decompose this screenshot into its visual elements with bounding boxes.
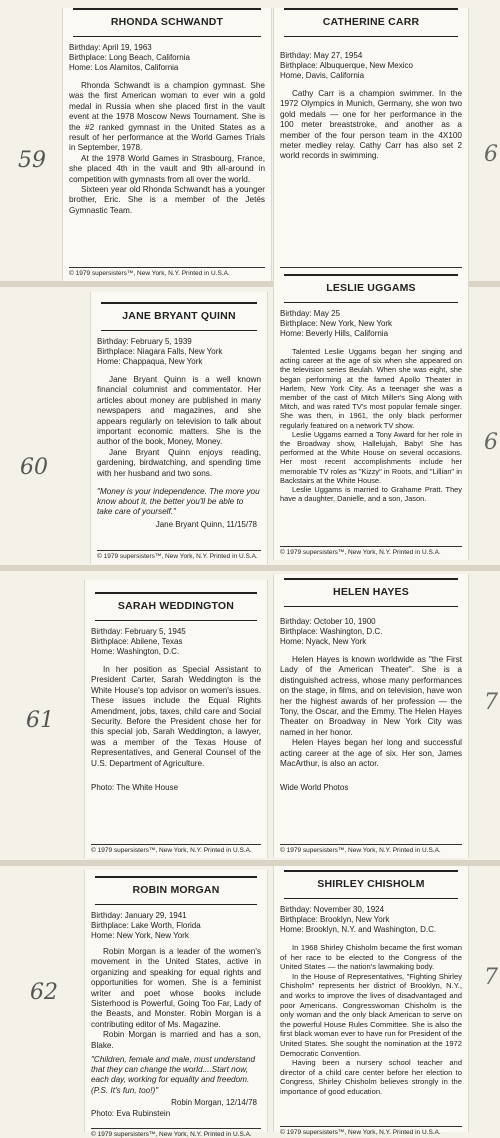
bio-paragraph: Jane Bryant Quinn enjoys reading, gardening, birdwatching, and spending time with her husband and two sons.	[97, 447, 261, 478]
card-bio	[69, 81, 265, 216]
card-rule	[95, 876, 257, 878]
bio-paragraph: Leslie Uggams is married to Grahame Pratt. They have a daughter, Danielle, and a son, Jason.	[280, 485, 462, 504]
margin-number: 59	[18, 148, 46, 173]
copyright: © 1979 supersisters™, New York, N.Y. Printed in U.S.A.	[280, 1126, 462, 1136]
card-jane-bryant-quinn	[90, 292, 268, 564]
side-number: 7	[484, 690, 498, 715]
card-rhonda-schwandt	[62, 8, 272, 281]
home: Home: New York, New York	[91, 931, 189, 940]
copyright: © 1979 supersisters™, New York, N.Y. Printed in U.S.A.	[69, 267, 265, 277]
card-bio	[91, 665, 261, 769]
birthday: Birthday: January 29, 1941	[91, 911, 187, 920]
copyright: © 1979 supersisters™, New York, N.Y. Printed in U.S.A.	[91, 844, 261, 854]
birthplace: Birthplace: Long Beach, California	[69, 53, 190, 62]
card-meta	[280, 309, 462, 339]
side-number: 6	[484, 430, 498, 455]
row-seam	[0, 565, 500, 571]
photo-credit: Photo: Eva Rubinstein	[91, 1108, 171, 1118]
card-name: LESLIE UGGAMS	[326, 282, 416, 294]
photo-credit: Wide World Photos	[280, 783, 349, 793]
bio-paragraph: Helen Hayes is known worldwide as "the First Lady of the American Theater". She is a distinguished actress, whose many performances on the stage, in films, and on television, have won her the highest awards of her profession — the Tony, the Oscar, and the Emmy. The Helen Hayes Theater on Broadway in New York City was named in her honor.	[280, 655, 462, 737]
side-number: 7	[484, 965, 498, 990]
card-meta	[97, 337, 261, 367]
card-rule	[284, 898, 458, 899]
margin-number: 62	[30, 980, 58, 1005]
card-rule	[95, 592, 257, 594]
card-bio	[280, 347, 462, 503]
card-rule	[284, 870, 458, 872]
card-meta	[91, 627, 261, 657]
birthplace: Birthplace: Albuquerque, New Mexico	[280, 61, 413, 70]
home: Home: Beverly Hills, California	[280, 329, 389, 338]
quote-signature: Jane Bryant Quinn, 11/15/78	[155, 519, 257, 529]
copyright: © 1979 supersisters™, New York, N.Y. Printed in U.S.A.	[280, 844, 462, 854]
card-rule	[284, 302, 458, 303]
card-shirley-chisholm	[273, 866, 469, 1136]
card-name: RHONDA SCHWANDT	[110, 16, 224, 28]
birthplace: Birthplace: Lake Worth, Florida	[91, 921, 201, 930]
card-rule	[73, 8, 261, 10]
card-rule	[95, 620, 257, 621]
bio-paragraph: Robin Morgan is married and has a son, Blake.	[91, 1030, 261, 1050]
card-rule	[284, 606, 458, 607]
card-rule	[284, 274, 458, 276]
card-meta	[91, 911, 261, 941]
birthday: Birthday: November 30, 1924	[280, 905, 385, 914]
card-rule	[101, 330, 257, 331]
home: Home, Davis, California	[280, 71, 365, 80]
birthplace: Birthplace: Brooklyn, New York	[280, 915, 390, 924]
bio-paragraph: Robin Morgan is a leader of the women's movement in the United States, active in organizing and speaking for equal rights and opportunities for women. She is a feminist writer and poet whose books include Sisterhood is Powerful, Going Too Far, Lady of the Beasts, and Monster. Robin Morgan is a contributing editor of Ms. Magazine.	[91, 947, 261, 1029]
bio-paragraph: Sixteen year old Rhonda Schwandt has a younger brother, Eric. She is a member of the Jetés Gymnastic Team.	[69, 185, 265, 215]
birthday: Birthday: February 5, 1945	[91, 627, 186, 636]
quote-signature: Robin Morgan, 12/14/78	[171, 1097, 257, 1107]
card-name: ROBIN MORGAN	[132, 884, 220, 896]
card-meta	[280, 905, 462, 935]
bio-paragraph: Leslie Uggams earned a Tony Award for her role in the Broadway show, Hallelujah, Baby! She has performed at the White House on several occasions. Her most recent accomplishments include her memorable TV roles as "Kizzy" in Roots, and "Lillian" in Backstairs at the White House.	[280, 429, 462, 485]
card-bio	[97, 375, 261, 479]
birthplace: Birthplace: Washington, D.C.	[280, 627, 383, 636]
bio-paragraph: In the House of Representatives, "Fighting Shirley Chisholm" represents her district of Brooklyn, N.Y., and works to improve the lives of disadvantaged and poor Americans. Congresswoman Chisholm is the only woman and the only black American to serve on the powerful House Rules Committee. She is also the first black woman ever to have run for President of the United States. She sought the nomination at the 1972 Democratic Convention.	[280, 971, 462, 1058]
bio-paragraph: Rhonda Schwandt is a champion gymnast. She was the first American woman to ever win a gold medal in Russia when she placed first in the vault event at the 1978 Moscow News Tournament. She is the #2 ranked gymnast in the United States as a result of her performance at the World Games Trials in September, 1978.	[69, 81, 265, 153]
home: Home: Nyack, New York	[280, 637, 367, 646]
copyright: © 1979 supersisters™, New York, N.Y. Printed in U.S.A.	[91, 1128, 261, 1138]
home: Home: Chappaqua, New York	[97, 357, 203, 366]
card-quote: "Children, female and male, must understand that they can change the world....Start now, each day, working for equality and freedom. (P.S. It's fun, too!)"	[91, 1055, 256, 1095]
margin-number: 61	[26, 708, 54, 733]
copyright: © 1979 supersisters™, New York, N.Y. Printed in U.S.A.	[97, 550, 261, 560]
bio-paragraph: At the 1978 World Games in Strasbourg, France, she placed 4th in the vault and 9th all-around in competition with gymnasts from all over the world.	[69, 153, 265, 184]
home: Home: Washington, D.C.	[91, 647, 180, 656]
card-rule	[284, 578, 458, 580]
card-meta	[69, 43, 265, 73]
bio-paragraph: In her position as Special Assistant to President Carter, Sarah Weddington is the White House's top advisor on women's issues. These issues include the Equal Rights Amendment, jobs, taxes, child care and Social Security. Before the President chose her for this special job, Sarah Weddington, a lawyer, was a member of the Texas House of Representatives, and General Counsel of the U.S. Department of Agriculture.	[91, 665, 261, 768]
birthplace: Birthplace: Niagara Falls, New York	[97, 347, 223, 356]
margin-number: 60	[20, 455, 48, 480]
card-leslie-uggams	[273, 270, 469, 560]
bio-paragraph: Cathy Carr is a champion swimmer. In the 1972 Olympics in Munich, Germany, she won two gold medals — one for her performance in the 100 meter breaststroke, and another as a member of the four person team in the 4X100 meter medley relay. Cathy Carr has also set 2 world records in swimming.	[280, 89, 462, 161]
birthday: Birthday: October 10, 1900	[280, 617, 376, 626]
card-bio	[91, 947, 261, 1051]
photo-credit: Photo: The White House	[91, 783, 179, 793]
card-robin-morgan	[84, 870, 268, 1138]
card-rule	[284, 36, 458, 37]
card-rule	[73, 36, 261, 37]
birthplace: Birthplace: Abilene, Texas	[91, 637, 183, 646]
card-name: SHIRLEY CHISHOLM	[317, 878, 425, 890]
birthday: Birthday: May 27, 1954	[280, 51, 363, 60]
birthday: Birthday: May 25	[280, 309, 341, 318]
bio-paragraph: Talented Leslie Uggams began her singing and acting career at the age of six when she appeared on the television series Beulah. When she was eight, she began performing at the famed Apollo Theater in Harlem, New York City. As a teenager she was a member of the cast of Mitch Miller's Sing Along with Mitch, and was rated TV's most popular female singer. She was then, in 1961, the only black performer regularly featured on a network TV show.	[280, 347, 462, 430]
card-helen-hayes	[273, 574, 469, 858]
birthday: Birthday: February 5, 1939	[97, 337, 192, 346]
card-bio	[280, 655, 462, 769]
birthplace: Birthplace: New York, New York	[280, 319, 393, 328]
card-name: SARAH WEDDINGTON	[117, 600, 235, 612]
bio-paragraph: In 1968 Shirley Chisholm became the first woman of her race to be elected to the Congress of the United States — the nation's lawmaking body.	[280, 943, 462, 972]
home: Home: Los Alamitos, California	[69, 63, 179, 72]
card-sarah-weddington	[84, 580, 268, 858]
card-catherine-carr	[273, 8, 469, 281]
bio-paragraph: Jane Bryant Quinn is a well known financial columnist and commentator. Her articles about money are published in many newspapers and magazines, and she appears regularly on television to talk about important economic matters. She is the author of the book, Money, Money.	[97, 375, 261, 447]
card-name: HELEN HAYES	[333, 586, 409, 598]
card-rule	[95, 904, 257, 905]
card-bio	[280, 943, 462, 1097]
card-name: CATHERINE CARR	[322, 16, 420, 28]
birthday: Birthday: April 19, 1963	[69, 43, 152, 52]
card-rule	[101, 302, 257, 304]
copyright: © 1979 supersisters™, New York, N.Y. Printed in U.S.A.	[280, 546, 462, 556]
bio-paragraph: Having been a nursery school teacher and director of a child care center before her election to Congress, Shirley Chisholm believes strongly in the importance of good education.	[280, 1058, 462, 1096]
card-quote: "Money is your independence. The more you know about it, the better you'll be able to take care of yourself."	[97, 487, 260, 517]
bio-paragraph: Helen Hayes began her long and successful acting career at the age of six. Her son, James MacArthur, is also an actor.	[280, 738, 462, 769]
card-bio	[280, 89, 462, 162]
card-meta	[280, 617, 462, 647]
card-rule	[284, 8, 458, 10]
card-meta	[280, 51, 462, 81]
home: Home: Brooklyn, N.Y. and Washington, D.C.	[280, 925, 437, 934]
card-name: JANE BRYANT QUINN	[122, 310, 236, 322]
side-number: 6	[484, 142, 498, 167]
